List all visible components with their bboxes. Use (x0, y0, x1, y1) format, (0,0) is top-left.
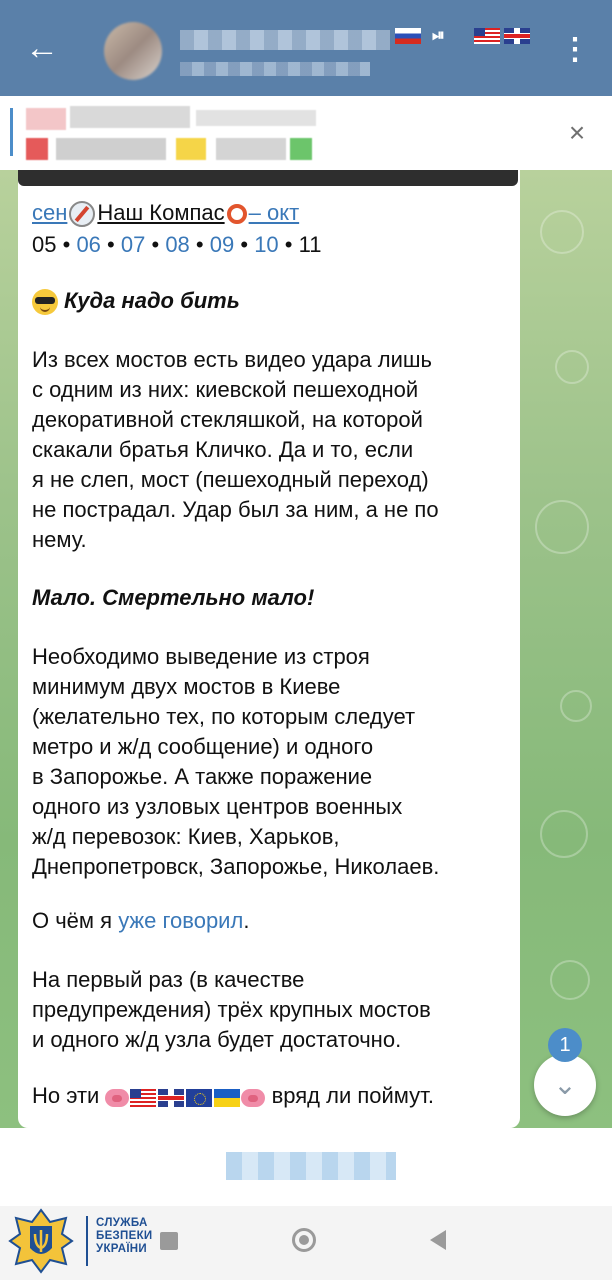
text-line: минимум двух мостов в Киеве (32, 674, 341, 699)
text-line: На первый раз (в качестве (32, 967, 305, 992)
text-line: О чём я (32, 908, 119, 933)
message-paragraph-1 (32, 345, 439, 555)
text-line: . (243, 908, 250, 933)
text-line: Из всех мостов есть видео удара лишь (32, 347, 432, 372)
day-current: 05 (32, 232, 57, 257)
join-channel-button-blurred[interactable] (226, 1152, 396, 1180)
watermark-divider (86, 1216, 88, 1266)
more-menu-button[interactable] (560, 30, 590, 70)
day-separator: • (62, 232, 71, 257)
chevron-down-icon: ⌄ (553, 1069, 577, 1100)
eu-flag-icon (186, 1089, 212, 1107)
channel-avatar-blurred[interactable] (104, 22, 162, 80)
day-separator: • (284, 232, 293, 257)
chat-header (0, 0, 612, 96)
home-button[interactable] (292, 1228, 316, 1252)
next-month-link[interactable]: – окт (248, 200, 300, 225)
text-line: не пострадал. Удар был за ним, а не по (32, 497, 439, 522)
text-line: нему. (32, 527, 87, 552)
pig-face-icon (105, 1089, 129, 1107)
watermark-line: БЕЗПЕКИ (96, 1230, 153, 1242)
pig-face-icon (241, 1089, 265, 1107)
watermark-line: УКРАЇНИ (96, 1243, 147, 1255)
sbu-emblem-icon (8, 1208, 74, 1274)
text-line: с одним из них: киевской пешеходной (32, 377, 419, 402)
usa-flag-icon (130, 1089, 156, 1107)
message-paragraph-2 (32, 642, 439, 882)
day-separator: • (151, 232, 160, 257)
heading-text: Куда надо бить (64, 288, 240, 313)
day-link[interactable]: 09 (209, 232, 235, 257)
message-paragraph-3 (32, 908, 249, 934)
russia-flag-icon (395, 28, 421, 44)
more-vertical-icon: ⋮ (560, 33, 590, 66)
emoji-sequence (105, 1084, 265, 1110)
day-separator: • (240, 232, 249, 257)
message-emphasis: Мало. Смертельно мало! (32, 585, 315, 610)
day-separator: • (107, 232, 115, 257)
day-link: 11 (298, 232, 322, 257)
scroll-down-button[interactable] (534, 1054, 596, 1116)
arrow-left-icon: ← (25, 29, 59, 67)
usa-flag-icon (474, 28, 500, 44)
text-line: ж/д перевозок: Киев, Харьков, (32, 824, 340, 849)
pinned-message-blurred[interactable] (26, 104, 326, 162)
text-line: Днепропетровск, Запорожье, Николаев. (32, 854, 440, 879)
compass-icon (69, 201, 95, 227)
channel-name-link[interactable]: Наш Компас (97, 200, 225, 225)
prev-month-link[interactable]: сен (32, 200, 68, 225)
text-line: в Запорожье. А также поражение (32, 764, 373, 789)
watermark-line: СЛУЖБА (96, 1217, 148, 1229)
text-line: Но эти (32, 1083, 100, 1108)
text-line: я не слеп, мост (пешеходный переход) (32, 467, 429, 492)
close-icon: × (568, 117, 586, 148)
message-media-edge (18, 170, 518, 186)
pinned-indicator (10, 108, 13, 156)
month-navigation (32, 200, 299, 227)
text-line: (желательно тех, по которым следует (32, 704, 416, 729)
day-link[interactable]: 07 (120, 232, 146, 257)
channel-title-blurred[interactable] (180, 30, 390, 50)
day-link[interactable]: 10 (254, 232, 279, 257)
day-navigation (32, 232, 321, 258)
channel-subtitle-blurred (180, 62, 370, 76)
lifebuoy-icon (227, 204, 247, 224)
system-back-button[interactable] (430, 1230, 446, 1250)
play-pause-icon: ⏯ (432, 27, 445, 44)
text-line: декоративной стекляшкой, на которой (32, 407, 423, 432)
message-paragraph-4 (32, 965, 431, 1055)
uk-flag-icon (158, 1089, 184, 1107)
text-line: и одного ж/д узла будет достаточно. (32, 1027, 402, 1052)
sbu-watermark-text (96, 1217, 152, 1256)
message-last-line (32, 1083, 434, 1110)
recents-button[interactable] (160, 1232, 178, 1250)
unread-count-badge: 1 (548, 1028, 582, 1062)
sunglasses-smiley-icon (32, 289, 58, 315)
text-line: одного из узловых центров военных (32, 794, 403, 819)
message-heading (32, 288, 240, 315)
close-pinned-button[interactable] (560, 116, 594, 150)
uk-flag-icon (504, 28, 530, 44)
back-button[interactable] (22, 28, 62, 68)
already-said-link[interactable]: уже говорил (118, 908, 244, 933)
text-line: предупреждения) трёх крупных мостов (32, 997, 431, 1022)
day-link[interactable]: 06 (76, 232, 101, 257)
ukraine-flag-icon (214, 1089, 240, 1107)
text-line: вряд ли поймут. (271, 1083, 434, 1108)
day-separator: • (195, 232, 204, 257)
text-line: метро и ж/д сообщение) и одного (32, 734, 374, 759)
text-line: скакали братья Кличко. Да и то, если (32, 437, 414, 462)
text-line: Необходимо выведение из строя (32, 644, 370, 669)
day-link[interactable]: 08 (165, 232, 190, 257)
